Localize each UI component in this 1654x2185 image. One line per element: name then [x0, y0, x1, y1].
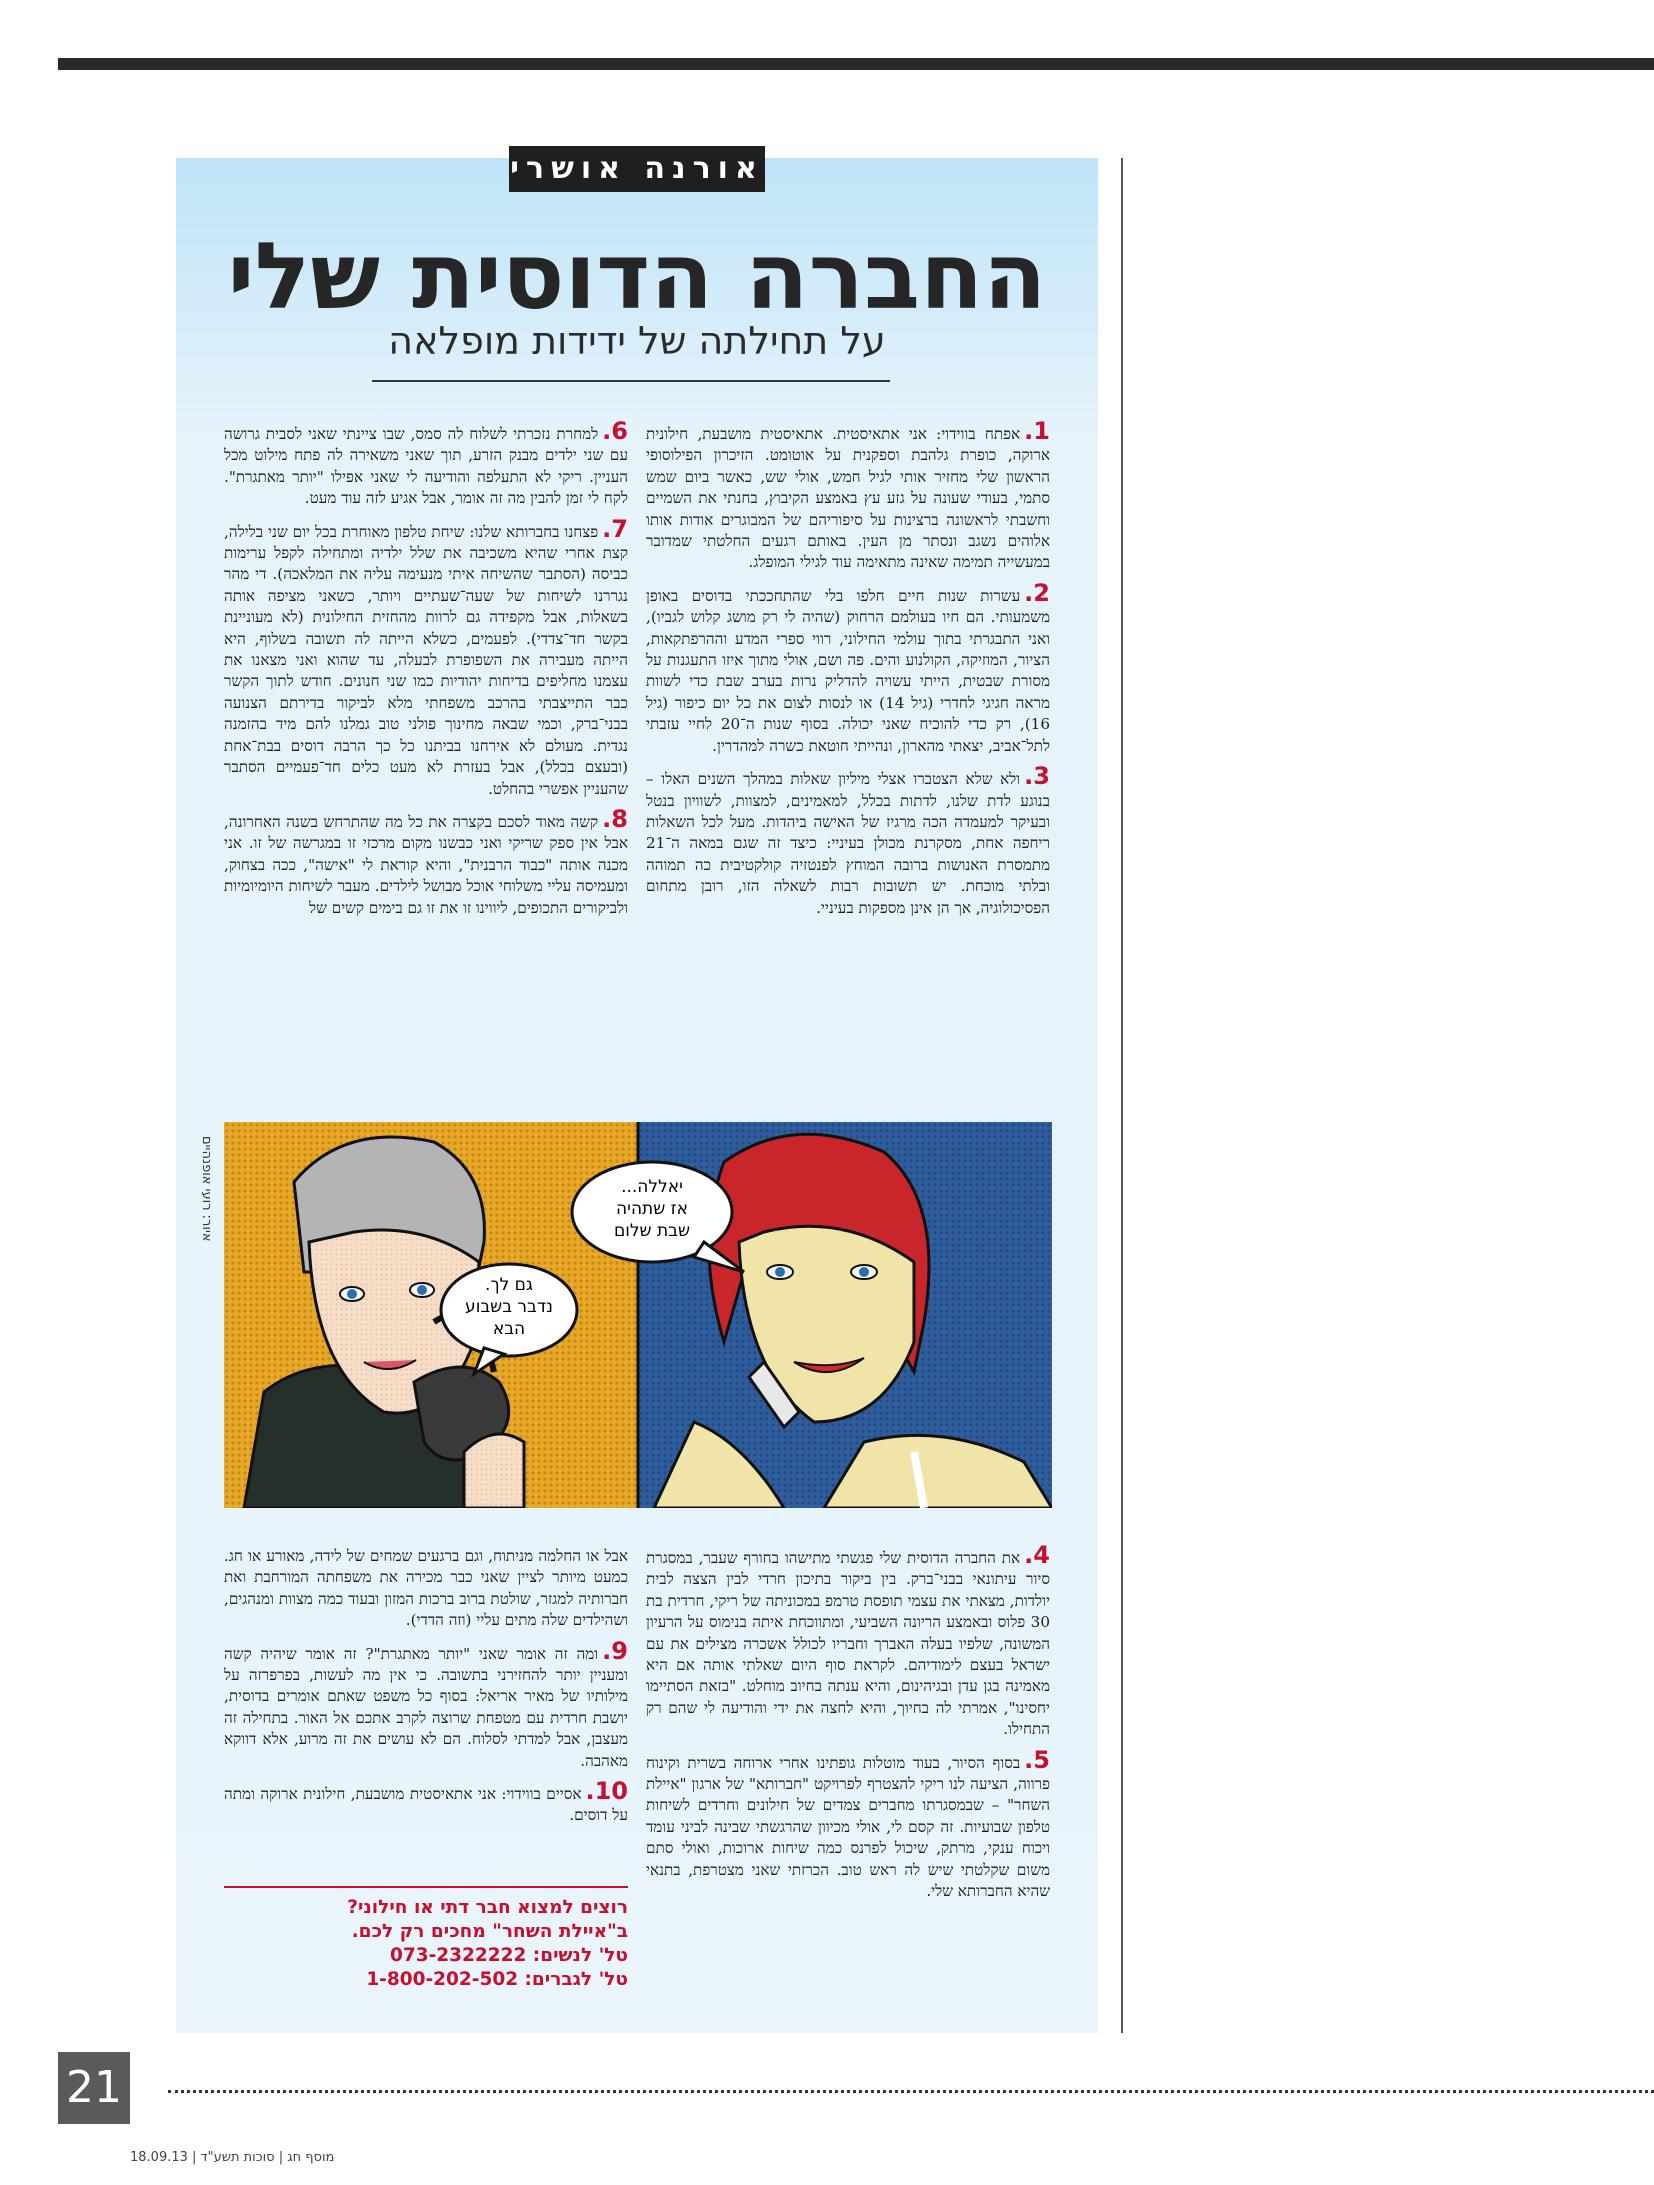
- paragraph-text: קשה מאוד לסכם בקצרה את כל מה שהתרחש בשנה האחרונה, אבל אין ספק שריקי ואני כבשנו מקום מרכזי זו במגרשה של זו. אני מכנה אותה "כבוד הרבנית", והיא קוראת לי "אישה", ככה בצחוק, ומעמיסה עליי משלוחי אוכל מבושל לילדים. מעבר לשיחות היומיומיות ולביקורים התכופים, ליווינו זו את זו גם בימים קשים של: [224, 812, 628, 917]
- footer-dotted-rule: [168, 2090, 1654, 2093]
- paragraph-text: עשרות שנות חיים חלפו בלי שהתחככתי בדוסים באופן משמעותי. הם חיו בעולמם הרחוק (שהיה לי רק מושג קלוש לגביו), ואני התבגרתי בתוך עולמי החילוני, רווי ספרי המדע וההרפתקאות, הציור, המוזיקה, הקולנוע והים. פה ושם, אולי מתוך איזו התעגנות על מסורת שבטית, הייתי עשויה להדליק נרות בערב שבת כדי לשוות מראה חגיגי לחדרי (גיל 14) או לנסות לצום את כל יום כיפור (גיל 16), רק כדי להוכיח שאני יכולה. בסוף שנות ה־20 לחיי עזבתי לתל־אביב, יצאתי מהארון, ונהייתי חוטאת כשרה למהדרין.: [646, 586, 1050, 755]
- promo-phone-men: טל' לגברים: 1-800-202-502: [366, 1969, 628, 1990]
- paragraph-text: ולא שלא הצטברו אצלי מיליון שאלות במהלך השנים האלו – בנוגע לדת שלנו, לדתות בכלל, למאמינים, למצוות, לשוויון בנטל ובעיקר למעמדה הכה מרגיז של האישה ביהדות. מעל לכל השאלות ריחפה אחת, מסקרנת מכולן בעיניי: כיצד זה שגם במאה ה־21 מתמסרת האנושות ברובה המוחץ לפנטזיה קולקטיבית כה תמוהה ובלתי מוכחת. יש תשובות רבות לשאלה הזו, רובן מתחום הפסיכולוגיה, אך הן אינן מספקות בעיניי.: [646, 770, 1050, 917]
- paragraph-7: [224, 514, 628, 800]
- bubble-line: גם לך.: [485, 1275, 533, 1295]
- bubble-line: יאללה...: [621, 1177, 683, 1197]
- bubble-line: הבא: [492, 1319, 526, 1339]
- column-right-bottom: [646, 1541, 1050, 1913]
- item-number: 5.: [1024, 1745, 1050, 1774]
- item-number: 1.: [1024, 417, 1050, 445]
- item-number: 3.: [1024, 762, 1050, 791]
- article-headline: החברה הדוסית שלי: [227, 223, 1047, 330]
- column-left-bottom: [224, 1546, 628, 1837]
- bubble-line: נדבר בשבוע: [465, 1297, 553, 1317]
- page-number: 21: [58, 2052, 130, 2124]
- promo-box: [224, 1896, 628, 1992]
- paragraph-8: [224, 804, 628, 919]
- paragraph-text: פצחנו בחברותא שלנו: שיחת טלפון מאוחרת בכל יום שני בלילה, קצת אחרי שהיא משכיבה את שלל ילדיה ומתחילה לקפל ערימות כביסה (הסתבר שהשיחה איתי מנעימה עליה את המלאכה). די מהר נגררנו לשיחות של שעה־שעתיים ויותר, כשאני מציפה אותה בשאלות, אבל מקפידה גם לרוות מהחזית החילונית (לא מעוניינת בקשר חד־צדדי). לפעמים, כשלא הייתה לה תשובה בשלוף, היא הייתה מעבירה את השפופרת לבעלה, עד שהוא ואני מצאנו את עצמנו מחליפים בדיחות יהודיות כמו שני חנונים. חודש לתוך הקשר כבר התייצבתי בהרכב משפחתי מלא לביקור בדירתם הצנועה בבני־ברק, וכמי שבאה מחינוך פולני טוב גמלנו להם מיד בהזמנה נגדית. מעולם לא אירחנו בביתנו כל כך הרבה דוסים בבת־אחת (ובעצם בכלל), אבל בעזרת לא מעט כלים חד־פעמיים הסתבר שהעניין אפשרי בהחלט.: [224, 522, 628, 798]
- illustration-credit: איור: רועי אופנהיים: [199, 1136, 214, 1242]
- item-number: 2.: [1024, 578, 1050, 607]
- paragraph-text: למחרת נזכרתי לשלוח לה סמס, שבו ציינתי שאני לסבית גרושה עם שני ילדים מבנק הזרע, תוך שאני משאירה לה פתח מילוט מכל העניין. ריקי לא התעלפה והודיעה לי שאני אפילו "יותר מאתגרת". לקח לי זמן להבין מה זה אומר, אבל אגיע לזה עוד מעט.: [224, 425, 628, 508]
- item-number: 8.: [602, 804, 628, 833]
- column-right-top: [646, 417, 1050, 929]
- paragraph-6: [224, 417, 628, 510]
- author-byline: אורנה אושרי: [509, 146, 765, 192]
- item-number: 4.: [1024, 1541, 1050, 1569]
- paragraph-4: [646, 1541, 1050, 1741]
- article-subheadline: על תחילתה של ידידות מופלאה: [388, 319, 886, 363]
- bubble-line: שבת שלום: [613, 1221, 691, 1241]
- paragraph-text: ומה זה אומר שאני "יותר מאתגרת"? זה אומר שיהיה קשה ומעניין יותר להחזירני בתשובה. כי אין מה לעשות, בפרפרזה על מילותיו של מאיר אריאל: בסוף כל משפט שאתם אומרים בדוסית, יושבת חרדית עם מטפחת שרוצה לקרב אתכם אל האור. בתחילה זה מעצבן, אבל למדתי לסלוח. הם לא עושים את זה מרוע, אלא דווקא מאהבה.: [224, 1644, 628, 1770]
- paragraph-1: [646, 417, 1050, 574]
- paragraph-5: [646, 1745, 1050, 1903]
- promo-line: ב"איילת השחר" מחכים רק לכם.: [351, 1921, 628, 1942]
- column-left-top: [224, 417, 628, 929]
- paragraph-text: את החברה הדוסית שלי פגשתי מתישהו בחורף שעבר, במסגרת סיור עיתונאי בבני־ברק. בין ביקור בתיכון חרדי לבין הצצה לבית יולדות, מצאתי את עצמי תופסת טרמפ במכוניתה של ריקי, חרדית בת 30 פלוס ובאמצע הריונה השביעי, ומתווכחת איתה בנימוס על הרעיון המשונה, שלפיו בעלה האברך וחבריו לכולל אשכרה מצילים את עם ישראל בעצם לימודיהם. לקראת סוף היום שאלתי אותה אם היא מאמינה בגן עדן ובגיהינום, והיא ענתה בחיוב מוחלט. "בזאת הסתיימו יחסינו", אמרתי לה בחיוך, והיא לחצה את ידי והודיעה לי שהם רק התחילו.: [646, 1549, 1050, 1739]
- paragraph-9: [224, 1636, 628, 1772]
- paragraph-text: אפתח בווידוי: אני אתאיסטית. אתאיסטית מושבעת, חילונית ארוקה, כופרת גלהבת וספקנית על אוטומט. הזיכרון הפילוסופי הראשון שלי מחזיר אותי לגיל חמש, אולי שש, כאשר ביום שמש סתמי, בעודי שעונה על גזע עץ באמצע הקיבוץ, בחנתי את השמיים וחשבתי לראשונה ברצינות על סיפוריהם של המבוגרים אודות אותו אלוהים נשגב ונסתר מן העין. באותם רגעים החלטתי שמדובר במעשייה תמימה שאינה מתאימה עוד לגילי המופלג.: [646, 425, 1050, 572]
- promo-rule: [224, 1886, 628, 1888]
- column-divider: [1121, 158, 1123, 2033]
- item-number: 10.: [585, 1777, 628, 1806]
- bubble-line: אז שתהיה: [616, 1199, 688, 1219]
- paragraph-text: אבל או החלמה מניתוח, וגם ברגעים שמחים של לידה, מאורע או חג. כמעט מיותר לציין שאני כבר מכירה את משפחתה המורחבת ואת חברותיה למגזר, שולטת ברוב ברכות המזון ובעוד כמה מצוות ומנהגים, ושהילדים שלה מתים עליי (וזה הדדי).: [224, 1547, 628, 1630]
- paragraph-text: בסוף הסיור, בעוד מוטלות גופתינו אחרי ארוחה בשרית וקינוח פרווה, הציעה לנו ריקי להצטרף לפרויקט "חברותא" של ארגון "איילת השחר" – שבמסגרתו מחברים צמדים של חילונים וחרדים לשיחות טלפון שבועיות. זה קסם לי, אולי מכיוון שהרגשתי שבינה לביני עומד ויכוח ענקי, מרתק, שיכול לפרנס כמה שיחות ארוכות, ואולי סתם משום שקלטתי שיש לה ראש טוב. הכרזתי שאני מצטרפת, בתנאי שהיא החברותא שלי.: [646, 1753, 1050, 1901]
- paragraph-8-continued: [224, 1546, 628, 1632]
- top-rule: [58, 58, 1654, 70]
- paragraph-3: [646, 762, 1050, 919]
- paragraph-10: [224, 1777, 628, 1827]
- item-number: 6.: [602, 417, 628, 445]
- pop-art-illustration: [224, 1122, 1052, 1508]
- headline-rule: [372, 380, 890, 382]
- footer-folio: מוסף חג | סוכות תשע"ד | 18.09.13: [130, 2150, 335, 2165]
- item-number: 9.: [602, 1636, 628, 1665]
- promo-phone-women: טל' לנשים: 073-2322222: [389, 1945, 628, 1966]
- item-number: 7.: [602, 514, 628, 543]
- paragraph-2: [646, 578, 1050, 757]
- paragraph-text: אסיים בווידוי: אני אתאיסטית מושבעת, חילונית ארוקה ומתה על דוסים.: [224, 1785, 628, 1825]
- promo-line: רוצים למצוא חבר דתי או חילוני?: [347, 1897, 628, 1918]
